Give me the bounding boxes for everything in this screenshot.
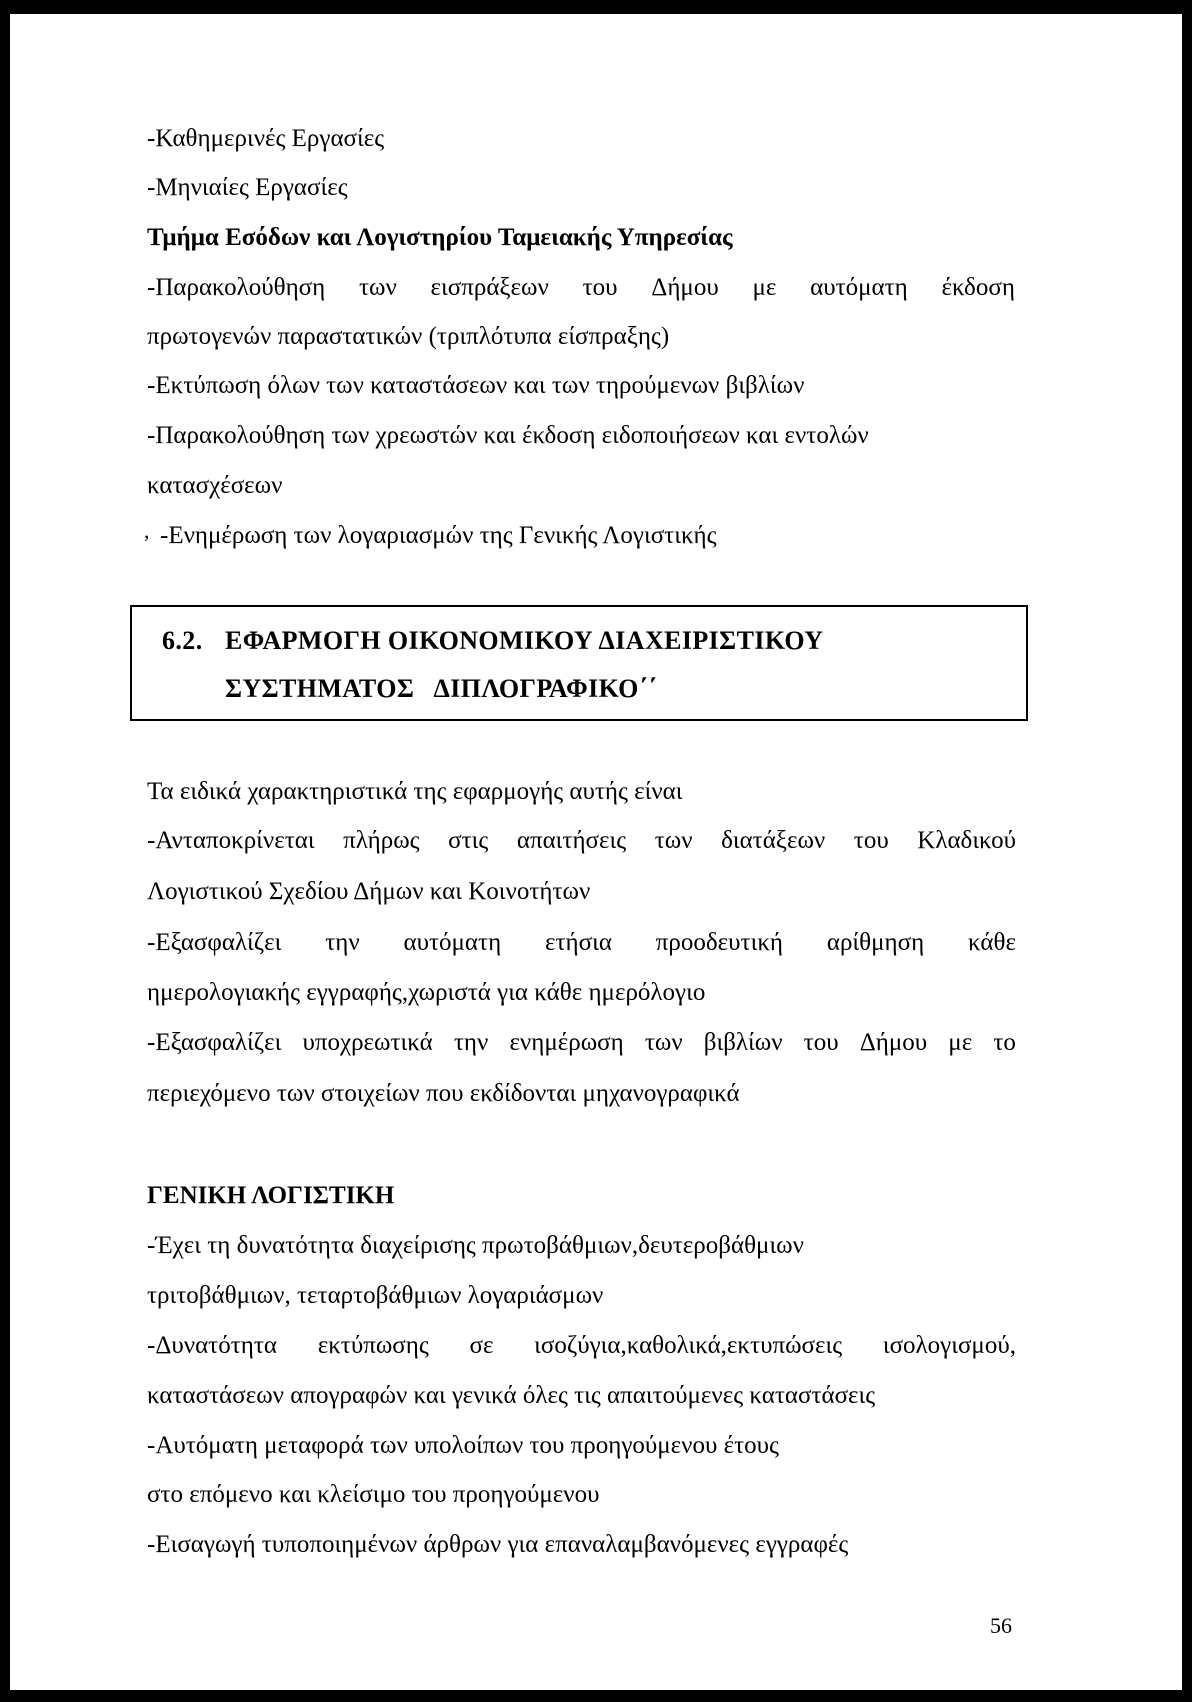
word: του (582, 274, 618, 301)
word: εκτύπωσης (317, 1332, 429, 1359)
word: στις (448, 827, 489, 854)
word: αυτόματη (810, 274, 908, 301)
word: των (358, 274, 397, 301)
word: έκδοση (941, 274, 1015, 301)
treasury-heading: Τμήμα Εσόδων και Λογιστηρίου Ταμειακής Υπηρεσίας (147, 224, 733, 251)
general-line-5: -Αυτόματη μεταφορά των υπολοίπων του προηγούμενου έτους (147, 1432, 779, 1459)
word: ενημέρωση (509, 1029, 624, 1056)
word: -Εξασφαλίζει (147, 1029, 282, 1056)
word: των (654, 827, 693, 854)
word: -Ανταποκρίνεται (147, 827, 315, 854)
section-title-line-2: ΣΥΣΤΗΜΑΤΟΣ ΔΙΠΛΟΓΡΑΦΙΚΟ΄΄ (225, 674, 657, 703)
feature-line-5 (147, 1027, 1016, 1059)
general-heading: ΓΕΝΙΚΗ ΛΟΓΙΣΤΙΚΗ (147, 1182, 395, 1209)
word: το (993, 1029, 1016, 1056)
word: -Εξασφαλίζει (147, 929, 282, 956)
word: βιβλίων (703, 1029, 783, 1056)
word: με (752, 274, 777, 301)
treasury-line-2: πρωτογενών παραστατικών (τριπλότυπα είσπραξης) (147, 323, 670, 350)
word: ισολογισμού, (882, 1332, 1016, 1359)
item-monthly-tasks: -Μηνιαίες Εργασίες (147, 174, 348, 201)
word: ετήσια (545, 929, 612, 956)
word: -Δυνατότητα (147, 1332, 277, 1359)
general-line-3 (147, 1330, 1016, 1362)
word: την (453, 1029, 489, 1056)
page-number: 56 (990, 1613, 1012, 1638)
word: αρίθμηση (826, 929, 925, 956)
word: σε (469, 1332, 494, 1359)
features-intro: Τα ειδικά χαρακτηριστικά της εφαρμογής αυτής είναι (147, 778, 683, 805)
item-daily-tasks: -Καθημερινές Εργασίες (147, 125, 385, 152)
feature-line-2: Λογιστικού Σχεδίου Δήμων και Κοινοτήτων (147, 878, 591, 905)
feature-line-6: περιεχόμενο των στοιχείων που εκδίδονται μηχανογραφικά (147, 1080, 740, 1107)
treasury-line-5: κατασχέσεων (147, 472, 283, 499)
word: υποχρεωτικά (302, 1029, 433, 1056)
stray-mark: , (144, 518, 150, 543)
word: με (948, 1029, 973, 1056)
section-title-box (130, 605, 1028, 721)
general-line-2: τριτοβάθμιων, τεταρτοβάθμιων λογαριάσμων (147, 1282, 604, 1309)
feature-line-4: ημερολογιακής εγγραφής,χωριστά για κάθε ημερόλογιο (147, 979, 706, 1006)
word: απαιτήσεις (516, 827, 627, 854)
word: -Παρακολούθηση (147, 274, 326, 301)
word: την (325, 929, 360, 956)
word: των (644, 1029, 683, 1056)
word: κάθε (968, 929, 1016, 956)
general-line-1: -Έχει τη δυνατότητα διαχείρισης πρωτοβάθμιων,δευτεροβάθμιων (147, 1232, 804, 1259)
word: ισοζύγια,καθολικά,εκτυπώσεις (534, 1332, 843, 1359)
section-number: 6.2. (162, 626, 203, 655)
word: εισπράξεων (430, 274, 549, 301)
word: Δήμου (651, 274, 719, 301)
section-title-line-1: ΕΦΑΡΜΟΓΗ ΟΙΚΟΝΟΜΙΚΟΥ ΔΙΑΧΕΙΡΙΣΤΙΚΟΥ (225, 626, 824, 655)
general-line-4: καταστάσεων απογραφών και γενικά όλες τις απαιτούμενες καταστάσεις (147, 1382, 876, 1409)
word: Κλαδικού (917, 827, 1016, 854)
word: πλήρως (343, 827, 420, 854)
feature-line-1 (147, 825, 1016, 857)
feature-line-3 (147, 927, 1016, 959)
word: προοδευτική (655, 929, 783, 956)
general-line-7: -Εισαγωγή τυποποιημένων άρθρων για επαναλαμβανόμενες εγγραφές (147, 1531, 849, 1558)
treasury-line-1 (147, 272, 1015, 304)
treasury-line-6: -Ενημέρωση των λογαριασμών της Γενικής Λογιστικής (160, 522, 717, 549)
treasury-line-4: -Παρακολούθηση των χρεωστών και έκδοση ειδοποιήσεων και εντολών (147, 422, 869, 449)
treasury-line-3: -Εκτύπωση όλων των καταστάσεων και των τηρούμενων βιβλίων (147, 372, 805, 399)
word: Δήμου (859, 1029, 928, 1056)
word: του (803, 1029, 839, 1056)
word: του (853, 827, 889, 854)
word: αυτόματη (403, 929, 502, 956)
general-line-6: στο επόμενο και κλείσιμο του προηγούμενου (147, 1481, 600, 1508)
word: διατάξεων (721, 827, 826, 854)
